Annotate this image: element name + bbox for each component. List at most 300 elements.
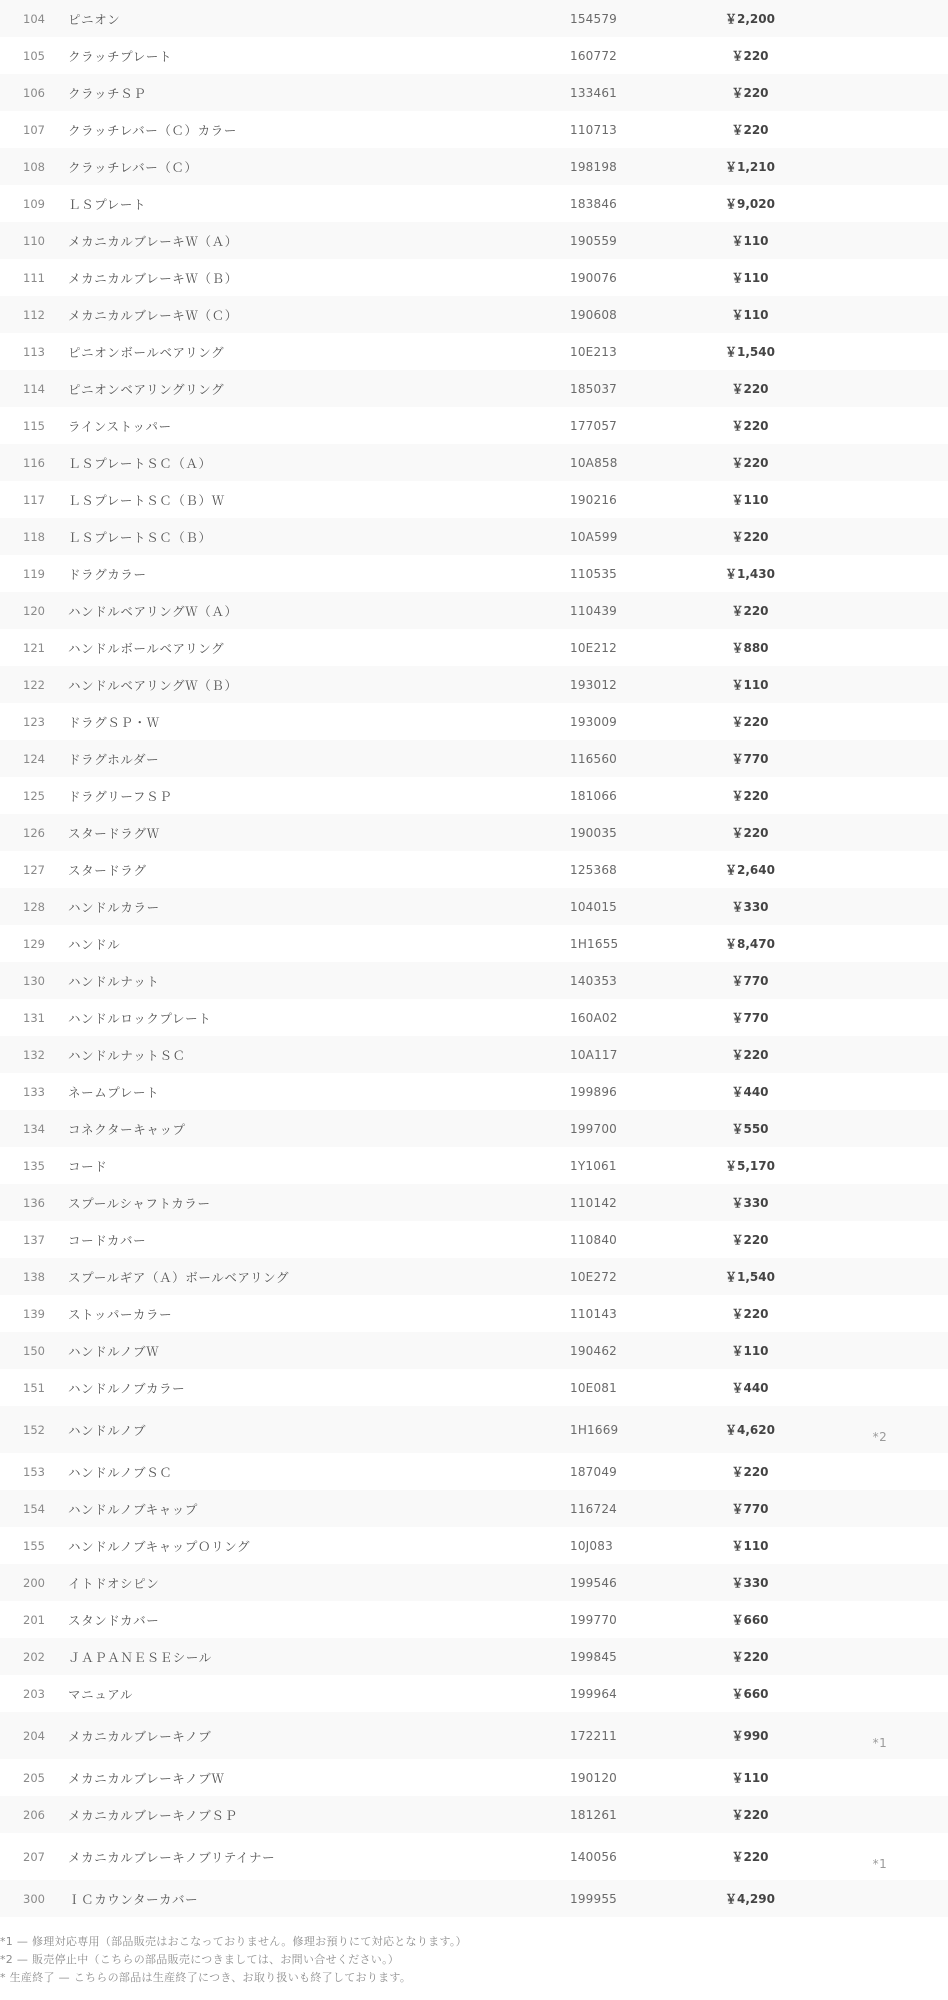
part-number: 121	[23, 640, 45, 655]
part-code: 10E212	[570, 640, 617, 655]
part-code: 193012	[570, 677, 618, 692]
table-row	[0, 703, 948, 740]
part-note	[812, 382, 948, 396]
part-code: 199845	[570, 1649, 618, 1664]
part-code: 185037	[570, 381, 618, 396]
part-number: 137	[23, 1232, 45, 1247]
table-row	[0, 999, 948, 1036]
table-row	[0, 333, 948, 370]
part-code: 172211	[570, 1728, 618, 1743]
part-note	[812, 1808, 948, 1822]
part-code: 154579	[570, 11, 618, 26]
part-price: ￥220	[731, 789, 769, 803]
part-note	[812, 1085, 948, 1099]
table-row	[0, 777, 948, 814]
part-code: 116724	[570, 1501, 618, 1516]
part-price: ￥770	[731, 752, 769, 766]
footnote-discontinued: * 生産終了 — こちらの部品は生産終了につき、お取り扱いも終了しております。	[0, 1971, 412, 1984]
part-note	[812, 234, 948, 248]
part-note	[812, 12, 948, 26]
part-number: 139	[23, 1306, 45, 1321]
part-price: ￥110	[731, 493, 769, 507]
part-number: 200	[23, 1575, 45, 1590]
part-name: ストッパーカラー	[68, 1306, 173, 1322]
part-name: ラインストッパー	[68, 418, 172, 434]
part-price: ￥110	[731, 1771, 769, 1785]
part-note	[812, 1465, 948, 1479]
part-name: ハンドルノブキャップＯリング	[68, 1538, 251, 1554]
part-name: コードカバー	[68, 1232, 147, 1248]
part-name: スタードラグ	[68, 862, 147, 878]
part-code: 140353	[570, 973, 618, 988]
part-number: 125	[23, 788, 45, 803]
part-note	[812, 1576, 948, 1590]
part-number: 104	[23, 11, 45, 26]
part-note	[812, 123, 948, 137]
part-code: 110142	[570, 1195, 618, 1210]
footnotes	[0, 1933, 948, 1987]
part-note	[812, 160, 948, 174]
part-code: 199546	[570, 1575, 618, 1590]
part-note	[812, 1613, 948, 1627]
part-name: ハンドルベアリングＷ（Ｂ）	[68, 677, 238, 693]
part-price: ￥4,290	[725, 1892, 775, 1906]
part-price: ￥770	[731, 974, 769, 988]
part-code: 104015	[570, 899, 618, 914]
part-price: ￥330	[731, 900, 769, 914]
part-code: 10E272	[570, 1269, 617, 1284]
table-row	[0, 74, 948, 111]
table-row	[0, 1638, 948, 1675]
part-name: ハンドルナットＳＣ	[68, 1047, 186, 1063]
part-price: ￥110	[731, 271, 769, 285]
part-code: 116560	[570, 751, 618, 766]
part-name: ハンドルノブ	[68, 1422, 147, 1438]
part-code: 183846	[570, 196, 618, 211]
table-row	[0, 814, 948, 851]
part-note	[812, 1196, 948, 1210]
part-price: ￥440	[731, 1085, 769, 1099]
table-row	[0, 1601, 948, 1638]
table-row	[0, 481, 948, 518]
table-row	[0, 1184, 948, 1221]
part-number: 126	[23, 825, 45, 840]
part-note	[812, 1011, 948, 1025]
table-row	[0, 296, 948, 333]
table-row	[0, 0, 948, 37]
part-name: ピニオン	[68, 11, 121, 27]
part-price: ￥550	[731, 1122, 769, 1136]
part-code: 190035	[570, 825, 618, 840]
part-code: 1H1669	[570, 1422, 619, 1437]
part-price: ￥220	[731, 826, 769, 840]
table-row	[0, 592, 948, 629]
footnote-repair-only: *1 — 修理対応専用（部品販売はおこなっておりません。修理お預りにて対応となります。）	[0, 1935, 467, 1948]
part-price: ￥220	[731, 715, 769, 729]
part-name: ＩＣカウンターカバー	[68, 1891, 199, 1907]
part-note	[812, 345, 948, 359]
part-note	[812, 604, 948, 618]
part-name: クラッチプレート	[68, 48, 173, 64]
part-note	[812, 1650, 948, 1664]
part-name: ピニオンボールベアリング	[68, 344, 225, 360]
part-note	[812, 1122, 948, 1136]
part-note	[812, 1048, 948, 1062]
part-number: 131	[23, 1010, 45, 1025]
part-price: ￥660	[731, 1613, 769, 1627]
part-name: メカニカルブレーキＷ（Ｂ）	[68, 270, 238, 286]
part-name: ドラグカラー	[68, 566, 147, 582]
part-name: クラッチレバー（Ｃ）	[68, 159, 198, 175]
part-number: 134	[23, 1121, 45, 1136]
table-row	[0, 888, 948, 925]
part-name: ハンドルノブＷ	[68, 1343, 160, 1359]
part-name: コネクターキャップ	[68, 1121, 186, 1137]
part-note	[812, 419, 948, 433]
part-name: ハンドル	[68, 936, 121, 952]
part-name: ＬＳプレート	[68, 196, 147, 212]
part-price: ￥8,470	[725, 937, 775, 951]
part-number: 150	[23, 1343, 45, 1358]
table-row	[0, 851, 948, 888]
part-price: ￥220	[731, 1307, 769, 1321]
part-price: ￥220	[731, 604, 769, 618]
part-note	[812, 271, 948, 285]
part-number: 132	[23, 1047, 45, 1062]
part-number: 109	[23, 196, 45, 211]
part-price: ￥220	[731, 1850, 769, 1864]
part-code: 160A02	[570, 1010, 618, 1025]
part-number: 116	[23, 455, 45, 470]
part-number: 128	[23, 899, 45, 914]
part-note	[812, 715, 948, 729]
part-code: 10E081	[570, 1380, 617, 1395]
part-number: 119	[23, 566, 45, 581]
part-name: ドラグＳＰ・Ｗ	[68, 714, 160, 730]
part-number: 138	[23, 1269, 45, 1284]
part-number: 136	[23, 1195, 45, 1210]
part-note	[812, 197, 948, 211]
table-row	[0, 1453, 948, 1490]
part-note	[812, 1233, 948, 1247]
table-row	[0, 259, 948, 296]
part-code: 133461	[570, 85, 618, 100]
part-price: ￥110	[731, 308, 769, 322]
part-note	[812, 456, 948, 470]
part-number: 129	[23, 936, 45, 951]
table-row	[0, 1406, 948, 1453]
part-code: 190216	[570, 492, 618, 507]
part-note	[812, 641, 948, 655]
part-note	[812, 1344, 948, 1358]
part-price: ￥4,620	[725, 1423, 775, 1437]
table-row	[0, 148, 948, 185]
part-note	[812, 86, 948, 100]
part-code: 199896	[570, 1084, 618, 1099]
part-name: クラッチレバー（Ｃ）カラー	[68, 122, 237, 138]
part-name: メカニカルブレーキノブリテイナー	[68, 1849, 276, 1865]
part-price: ￥990	[731, 1729, 769, 1743]
part-number: 122	[23, 677, 45, 692]
table-row	[0, 1490, 948, 1527]
part-note	[812, 1892, 948, 1906]
part-name: メカニカルブレーキノブＷ	[68, 1770, 225, 1786]
part-note	[812, 826, 948, 840]
part-note	[812, 752, 948, 766]
table-row	[0, 1073, 948, 1110]
table-row	[0, 1221, 948, 1258]
part-code: 190120	[570, 1770, 618, 1785]
part-price: ￥770	[731, 1502, 769, 1516]
part-number: 151	[23, 1380, 45, 1395]
table-row	[0, 1036, 948, 1073]
table-row	[0, 111, 948, 148]
footnote-sales-suspended: *2 — 販売停止中（こちらの部品販売につきましては、お問い合せください。）	[0, 1953, 400, 1966]
part-number: 204	[23, 1728, 45, 1743]
table-row	[0, 518, 948, 555]
table-row	[0, 1258, 948, 1295]
part-note	[812, 1159, 948, 1173]
part-name: ハンドルナット	[68, 973, 160, 989]
part-price: ￥220	[731, 456, 769, 470]
part-code: 10E213	[570, 344, 617, 359]
part-name: イトドオシピン	[68, 1575, 160, 1591]
table-row	[0, 629, 948, 666]
part-name: ハンドルロックプレート	[68, 1010, 212, 1026]
part-name: ＬＳプレートＳＣ（Ｂ）Ｗ	[68, 492, 225, 508]
part-price: ￥5,170	[725, 1159, 775, 1173]
part-number: 112	[23, 307, 45, 322]
part-number: 203	[23, 1686, 45, 1701]
table-row	[0, 1110, 948, 1147]
table-row	[0, 1675, 948, 1712]
table-row	[0, 370, 948, 407]
part-note	[812, 308, 948, 322]
part-price: ￥110	[731, 1539, 769, 1553]
part-price: ￥220	[731, 419, 769, 433]
part-code: 160772	[570, 48, 618, 63]
part-number: 133	[23, 1084, 45, 1099]
part-price: ￥660	[731, 1687, 769, 1701]
part-number: 206	[23, 1807, 45, 1822]
part-name: ＬＳプレートＳＣ（Ｂ）	[68, 529, 212, 545]
part-number: 107	[23, 122, 45, 137]
part-price: ￥330	[731, 1196, 769, 1210]
part-price: ￥220	[731, 1233, 769, 1247]
table-row	[0, 1759, 948, 1796]
part-number: 115	[23, 418, 45, 433]
table-row	[0, 1147, 948, 1184]
part-note: *2	[872, 1429, 888, 1444]
part-number: 124	[23, 751, 45, 766]
part-note	[812, 1502, 948, 1516]
table-row	[0, 1527, 948, 1564]
part-number: 154	[23, 1501, 45, 1516]
part-number: 105	[23, 48, 45, 63]
part-code: 110713	[570, 122, 618, 137]
part-number: 127	[23, 862, 45, 877]
part-number: 108	[23, 159, 45, 174]
part-name: ハンドルカラー	[68, 899, 160, 915]
table-row	[0, 1564, 948, 1601]
part-code: 190462	[570, 1343, 618, 1358]
part-number: 114	[23, 381, 45, 396]
part-price: ￥1,540	[725, 1270, 775, 1284]
part-code: 181066	[570, 788, 618, 803]
part-name: ハンドルベアリングＷ（Ａ）	[68, 603, 238, 619]
part-price: ￥110	[731, 678, 769, 692]
part-price: ￥9,020	[725, 197, 775, 211]
part-note: *1	[872, 1856, 888, 1871]
part-price: ￥220	[731, 1808, 769, 1822]
part-code: 198198	[570, 159, 618, 174]
part-code: 193009	[570, 714, 618, 729]
part-code: 10A117	[570, 1047, 618, 1062]
part-code: 110439	[570, 603, 618, 618]
part-name: スプールシャフトカラー	[68, 1195, 211, 1211]
table-row	[0, 1796, 948, 1833]
part-code: 190608	[570, 307, 618, 322]
part-note	[812, 789, 948, 803]
part-price: ￥1,430	[725, 567, 775, 581]
part-name: ハンドルボールベアリング	[68, 640, 225, 656]
part-number: 155	[23, 1538, 45, 1553]
part-note	[812, 567, 948, 581]
part-note	[812, 1771, 948, 1785]
part-name: ハンドルノブＳＣ	[68, 1464, 173, 1480]
part-code: 110143	[570, 1306, 618, 1321]
part-price: ￥330	[731, 1576, 769, 1590]
part-price: ￥220	[731, 1650, 769, 1664]
part-number: 118	[23, 529, 45, 544]
part-name: クラッチＳＰ	[68, 85, 147, 101]
part-code: 125368	[570, 862, 618, 877]
part-code: 110535	[570, 566, 618, 581]
part-code: 110840	[570, 1232, 618, 1247]
table-row	[0, 666, 948, 703]
part-number: 111	[23, 270, 45, 285]
part-code: 199700	[570, 1121, 618, 1136]
part-note	[812, 937, 948, 951]
part-price: ￥220	[731, 86, 769, 100]
part-price: ￥880	[731, 641, 769, 655]
table-row	[0, 740, 948, 777]
table-row	[0, 1880, 948, 1917]
part-price: ￥1,540	[725, 345, 775, 359]
part-price: ￥110	[731, 234, 769, 248]
part-code: 199770	[570, 1612, 618, 1627]
part-note	[812, 1381, 948, 1395]
part-code: 181261	[570, 1807, 618, 1822]
part-note	[812, 900, 948, 914]
part-note	[812, 1687, 948, 1701]
part-number: 152	[23, 1422, 45, 1437]
part-name: マニュアル	[68, 1686, 134, 1702]
part-price: ￥2,640	[725, 863, 775, 877]
part-number: 201	[23, 1612, 45, 1627]
part-note	[812, 1270, 948, 1284]
part-code: 190076	[570, 270, 618, 285]
table-row	[0, 444, 948, 481]
part-name: スプールギア（Ａ）ボールベアリング	[68, 1269, 290, 1285]
table-row	[0, 407, 948, 444]
part-code: 190559	[570, 233, 618, 248]
part-code: 140056	[570, 1849, 618, 1864]
part-price: ￥220	[731, 1048, 769, 1062]
part-price: ￥220	[731, 1465, 769, 1479]
part-note	[812, 493, 948, 507]
table-row	[0, 1833, 948, 1880]
table-row	[0, 1332, 948, 1369]
part-number: 110	[23, 233, 45, 248]
part-price: ￥1,210	[725, 160, 775, 174]
part-number: 123	[23, 714, 45, 729]
part-name: ドラグリーフＳＰ	[68, 788, 173, 804]
part-note	[812, 49, 948, 63]
table-row	[0, 37, 948, 74]
part-number: 202	[23, 1649, 45, 1664]
part-number: 117	[23, 492, 45, 507]
table-row	[0, 1295, 948, 1332]
part-name: ネームプレート	[68, 1084, 160, 1100]
part-note	[812, 678, 948, 692]
part-price: ￥440	[731, 1381, 769, 1395]
part-name: ピニオンベアリングリング	[68, 381, 225, 397]
part-note	[812, 1307, 948, 1321]
part-price: ￥110	[731, 1344, 769, 1358]
part-name: ＪＡＰＡＮＥＳＥシール	[68, 1649, 212, 1665]
part-code: 187049	[570, 1464, 618, 1479]
part-code: 1H1655	[570, 936, 619, 951]
part-name: メカニカルブレーキＷ（Ｃ）	[68, 307, 238, 323]
part-code: 199955	[570, 1891, 618, 1906]
part-number: 120	[23, 603, 45, 618]
part-name: メカニカルブレーキＷ（Ａ）	[68, 233, 238, 249]
table-row	[0, 1712, 948, 1759]
part-number: 106	[23, 85, 45, 100]
part-name: ＬＳプレートＳＣ（Ａ）	[68, 455, 212, 471]
part-name: スタンドカバー	[68, 1612, 160, 1628]
table-row	[0, 222, 948, 259]
part-price: ￥2,200	[725, 12, 775, 26]
part-code: 10A858	[570, 455, 618, 470]
part-number: 130	[23, 973, 45, 988]
part-price: ￥220	[731, 49, 769, 63]
part-code: 10J083	[570, 1538, 613, 1553]
part-number: 207	[23, 1849, 45, 1864]
part-number: 153	[23, 1464, 45, 1479]
part-name: ハンドルノブカラー	[68, 1380, 186, 1396]
part-number: 135	[23, 1158, 45, 1173]
part-number: 205	[23, 1770, 45, 1785]
part-number: 300	[23, 1891, 45, 1906]
table-row	[0, 962, 948, 999]
part-code: 177057	[570, 418, 618, 433]
part-number: 113	[23, 344, 45, 359]
table-row	[0, 925, 948, 962]
table-row	[0, 1369, 948, 1406]
part-price: ￥770	[731, 1011, 769, 1025]
part-code: 1Y1061	[570, 1158, 617, 1173]
part-note	[812, 530, 948, 544]
part-name: ドラグホルダー	[68, 751, 160, 767]
part-name: メカニカルブレーキノブ	[68, 1728, 212, 1744]
part-price: ￥220	[731, 382, 769, 396]
part-name: コード	[68, 1158, 108, 1174]
table-row	[0, 555, 948, 592]
part-code: 10A599	[570, 529, 618, 544]
part-note	[812, 974, 948, 988]
